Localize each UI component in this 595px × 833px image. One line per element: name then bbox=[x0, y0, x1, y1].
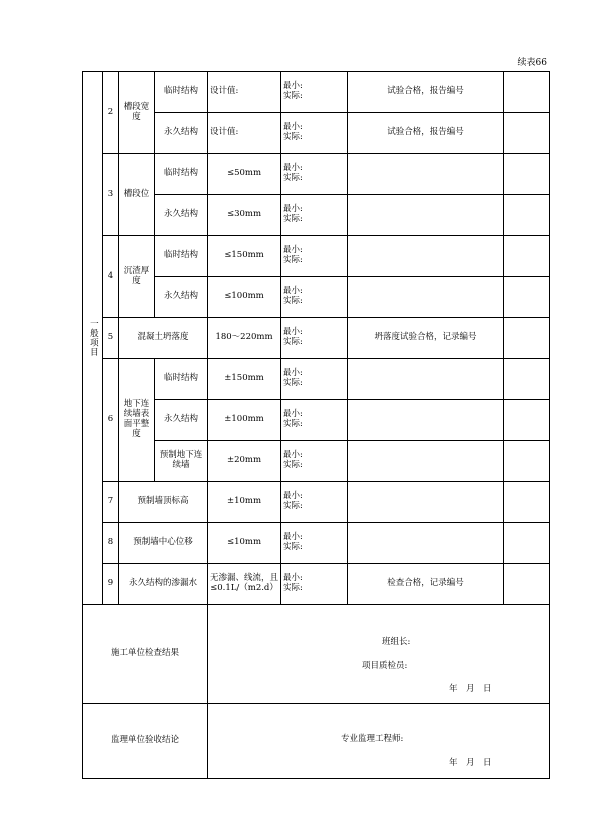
allowed-value: 180～220mm bbox=[208, 318, 281, 359]
continued-table-label: 续表66 bbox=[517, 58, 547, 68]
row-number: 3 bbox=[103, 154, 119, 236]
measure-cell: 最小: 实际: bbox=[281, 236, 348, 277]
structure-type: 临时结构 bbox=[155, 359, 208, 400]
allowed-value: ≤100mm bbox=[208, 277, 281, 318]
blank-cell bbox=[504, 482, 550, 523]
blank-cell bbox=[504, 523, 550, 564]
allowed-value: 设计值: bbox=[208, 113, 281, 154]
measure-cell: 最小: 实际: bbox=[281, 154, 348, 195]
item-name: 地下连续墙表面平整度 bbox=[119, 359, 155, 482]
row-number: 7 bbox=[103, 482, 119, 523]
inspection-table bbox=[82, 71, 550, 779]
row-number: 5 bbox=[103, 318, 119, 359]
remark-cell bbox=[348, 441, 504, 482]
measure-cell: 最小: 实际: bbox=[281, 72, 348, 113]
allowed-value: ±20mm bbox=[208, 441, 281, 482]
blank-cell bbox=[504, 154, 550, 195]
structure-type: 临时结构 bbox=[155, 236, 208, 277]
supervising-engineer-label: 专业监理工程师: bbox=[341, 734, 404, 744]
row-number: 4 bbox=[103, 236, 119, 318]
blank-cell bbox=[504, 318, 550, 359]
structure-type: 永久结构 bbox=[155, 195, 208, 236]
remark-cell bbox=[348, 195, 504, 236]
allowed-value: ≤50mm bbox=[208, 154, 281, 195]
measure-cell: 最小: 实际: bbox=[281, 441, 348, 482]
structure-type: 临时结构 bbox=[155, 154, 208, 195]
measure-cell: 最小: 实际: bbox=[281, 318, 348, 359]
structure-type: 临时结构 bbox=[155, 72, 208, 113]
blank-cell bbox=[504, 72, 550, 113]
item-name: 永久结构的渗漏水 bbox=[119, 564, 208, 605]
general-items-label: 一般项目 bbox=[83, 72, 103, 605]
remark-cell bbox=[348, 523, 504, 564]
remark-cell bbox=[348, 236, 504, 277]
allowed-value: 设计值: bbox=[208, 72, 281, 113]
allowed-value: ≤10mm bbox=[208, 523, 281, 564]
structure-type: 永久结构 bbox=[155, 113, 208, 154]
allowed-value: 无渗漏、线流，且≤0.1L/（m2.d） bbox=[208, 564, 281, 605]
measure-cell: 最小: 实际: bbox=[281, 359, 348, 400]
supervision-conclusion-label: 监理单位验收结论 bbox=[83, 704, 208, 779]
qc-label: 项目质检员: bbox=[362, 661, 408, 671]
remark-cell bbox=[348, 482, 504, 523]
item-name: 沉渣厚度 bbox=[119, 236, 155, 318]
blank-cell bbox=[504, 359, 550, 400]
remark-cell bbox=[348, 154, 504, 195]
structure-type: 预制地下连续墙 bbox=[155, 441, 208, 482]
blank-cell bbox=[504, 195, 550, 236]
supervision-date: 年 月 日 bbox=[449, 758, 492, 768]
team-leader-label: 班组长: bbox=[382, 637, 411, 647]
measure-cell: 最小: 实际: bbox=[281, 195, 348, 236]
structure-type: 永久结构 bbox=[155, 400, 208, 441]
allowed-value: ≤150mm bbox=[208, 236, 281, 277]
row-number: 6 bbox=[103, 359, 119, 482]
blank-cell bbox=[504, 236, 550, 277]
remark-cell: 检查合格，记录编号 bbox=[348, 564, 504, 605]
construction-signature-area bbox=[208, 605, 550, 704]
blank-cell bbox=[504, 441, 550, 482]
remark-cell bbox=[348, 359, 504, 400]
measure-cell: 最小: 实际: bbox=[281, 564, 348, 605]
measure-cell: 最小: 实际: bbox=[281, 113, 348, 154]
remark-cell bbox=[348, 277, 504, 318]
remark-cell bbox=[348, 400, 504, 441]
measure-cell: 最小: 实际: bbox=[281, 523, 348, 564]
remark-cell: 试验合格，报告编号 bbox=[348, 72, 504, 113]
remark-cell: 试验合格，报告编号 bbox=[348, 113, 504, 154]
item-name: 预制墙顶标高 bbox=[119, 482, 208, 523]
measure-cell: 最小: 实际: bbox=[281, 400, 348, 441]
supervision-signature-area bbox=[208, 704, 550, 779]
blank-cell bbox=[504, 400, 550, 441]
row-number: 8 bbox=[103, 523, 119, 564]
blank-cell bbox=[504, 113, 550, 154]
structure-type: 永久结构 bbox=[155, 277, 208, 318]
remark-cell: 坍落度试验合格，记录编号 bbox=[348, 318, 504, 359]
blank-cell bbox=[504, 277, 550, 318]
item-name: 槽段宽度 bbox=[119, 72, 155, 154]
allowed-value: ≤30mm bbox=[208, 195, 281, 236]
item-name: 混凝土坍落度 bbox=[119, 318, 208, 359]
allowed-value: ±10mm bbox=[208, 482, 281, 523]
item-name: 预制墙中心位移 bbox=[119, 523, 208, 564]
row-number: 9 bbox=[103, 564, 119, 605]
allowed-value: ±100mm bbox=[208, 400, 281, 441]
allowed-value: ±150mm bbox=[208, 359, 281, 400]
row-number: 2 bbox=[103, 72, 119, 154]
item-name: 槽段位 bbox=[119, 154, 155, 236]
construction-result-label: 施工单位检查结果 bbox=[83, 605, 208, 704]
construction-date: 年 月 日 bbox=[449, 684, 492, 694]
measure-cell: 最小: 实际: bbox=[281, 482, 348, 523]
measure-cell: 最小: 实际: bbox=[281, 277, 348, 318]
blank-cell bbox=[504, 564, 550, 605]
